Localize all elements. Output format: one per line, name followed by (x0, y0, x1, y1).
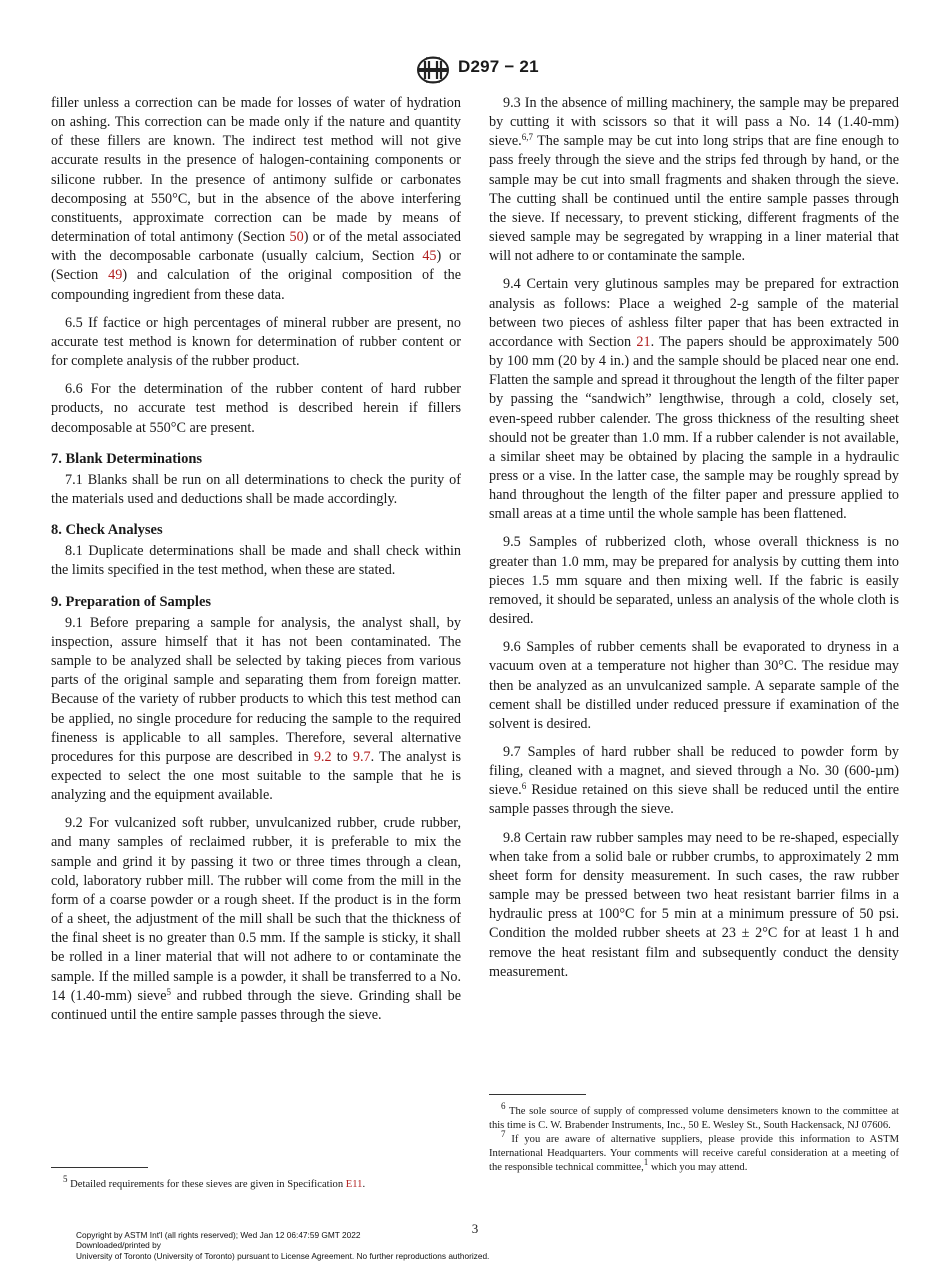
document-designation: D297 − 21 (458, 57, 539, 76)
page-header (0, 56, 950, 84)
copyright-notice (76, 1230, 489, 1261)
link-section-45[interactable]: 45 (422, 248, 437, 265)
license-line: University of Toronto (University of Toronto) pursuant to License Agreement. No further reproductions authorized. (76, 1250, 490, 1261)
copyright-line: Copyright by ASTM Int'l (all rights reserved); Wed Jan 12 06:47:59 GMT 2022 (76, 1230, 361, 1240)
link-e11[interactable]: E11 (345, 1179, 363, 1190)
paragraph-9-5: 9.5 Samples of rubberized cloth, whose overall thickness is no greater than 1.0 mm, may be prepared for analysis by cutting them into pieces 1.5 mm square and then mixing well. If the fabric is easily removed, it should be separated, unless an analysis of the whole cloth is desired. (489, 534, 899, 628)
left-column (51, 94, 461, 1025)
page-number: 3 (471, 1221, 479, 1236)
paragraph-7-1: 7.1 Blanks shall be run on all determinations to check the purity of the materials used and deductions shall be made accordingly. (51, 471, 461, 507)
link-9-2[interactable]: 9.2 (313, 748, 332, 765)
paragraph-9-2: 9.2 For vulcanized soft rubber, unvulcanized rubber, crude rubber, and many samples of reclaimed rubber, it is preferable to mix the sample and grind it by passing it two or three times through a clean, cold, laboratory rubber mill. The rubber will come from the mill in the form of a coarse powder or a rough sheet. If the product is in the form of a sheet, the adjustment of the mill shall be such that the thickness of the final sheet is no greater than 0.5 mm. If the sample is sticky, it shall be rolled in a liner material that will not adhere to or contaminate the sample. If the milled sample is a powder, it shall be transferred to a No. 14 (1.40-mm) sieve$^5$ and rubbed through the sieve. Grinding shall be continued until the entire sample passes through the sieve. (51, 815, 461, 1023)
footnote-6: $^6$ The sole source of supply of compressed volume densimeters known to the committee at this time is C. W. Brabender Instruments, Inc., 50 E. Wesley St., South Hackensack, NJ 07606. (489, 1101, 899, 1131)
paragraph-9-8: 9.8 Certain raw rubber samples may need to be re-shaped, especially when take from a solid bale or rubber crumbs, to approximately 2 mm sheet form for density measurement. In such cases, the raw rubber sample may be pressed between two heat resistant barrier films in a hydraulic press at 100°C for 5 min at a minimum pressure of 50 psi. Condition the molded rubber sheets at 23 ± 2°C for at least 1 h and remove the heat resistant film and subsequently conduct the density measurement. (489, 829, 899, 980)
footnotes-right (489, 1101, 899, 1175)
paragraph-8-1: 8.1 Duplicate determinations shall be made and shall check within the limits specified in the test method, when these are stated. (51, 543, 461, 579)
paragraph-9-6: 9.6 Samples of rubber cements shall be evaporated to dryness in a vacuum oven at a temperature not higher than 30°C. The residue may then be analyzed as an unvulcanized sample. A separate sample of the cement shall be distilled under reduced pressure if examination of the solvent is desired. (489, 639, 899, 732)
footnote-5: $^5$ Detailed requirements for these sieves are given in Specification E11. (63, 1174, 366, 1190)
right-column (489, 94, 899, 982)
download-line: Downloaded/printed by (76, 1240, 161, 1251)
footnote-ref-6[interactable]: 6 (521, 781, 527, 792)
footnote-divider-right (489, 1094, 586, 1095)
heading-check-analyses: 8. Check Analyses (51, 522, 163, 539)
link-9-7[interactable]: 9.7 (352, 748, 371, 765)
paragraph-9-3: 9.3 In the absence of milling machinery, the sample may be prepared by cutting it with scissors so that it will pass a No. 14 (1.40-mm) sieve.$^{6,7}$ The sample may be cut into long strips that are fine enough to pass freely through the sieve and the strips fed through by hand, or the sample may be cut into small fragments and shaken through the sieve. The cutting shall be continued until the entire sample passes through the sieve. If necessary, to prevent sticking, different fragments of the sieved sample may be segregated by wrapping in a liner material that will not adhere to or contaminate the sample. (489, 95, 899, 265)
link-section-49[interactable]: 49 (108, 267, 123, 284)
paragraph-6-6: 6.6 For the determination of the rubber content of hard rubber products, no accurate test method is described herein if fillers decomposable at 550°C are present. (51, 381, 461, 436)
heading-preparation-of-samples: 9. Preparation of Samples (51, 593, 212, 610)
paragraph-9-7: 9.7 Samples of hard rubber shall be reduced to powder form by filing, cleaned with a magnet, and sieved through a No. 30 (600-µm) sieve.$^6$ Residue retained on this sieve shall be reduced until the entire sample passes through the sieve. (489, 744, 899, 818)
link-section-21[interactable]: 21 (636, 333, 651, 350)
footnote-7: $^7$ If you are aware of alternative suppliers, please provide this information to ASTM International Headquarters. Your comments will receive careful consideration at a meeting of the responsible technical committee,$^1$ which you may attend. (489, 1129, 899, 1173)
astm-logo-icon (414, 56, 452, 84)
paragraph-6-4-continued: filler unless a correction can be made for losses of water of hydration on ashing. This correction can be made only if the nature and quantity of these fillers are known. The indirect test method will not give accurate results in the presence of halogen-containing components or silicone rubber. In the presence of antimony sulfide or carbonates decomposing at 550°C, but in the absence of the above interfering constituents, approximate correction can be made by means of determination of total antimony (Section 50) or of the metal associated with the decomposable carbonate (usually calcium, Section 45) or (Section 49) and calculation of the original composition of the compounding ingredient from these data. (51, 95, 462, 303)
footnote-ref-5[interactable]: 5 (166, 986, 172, 997)
paragraph-9-1: 9.1 Before preparing a sample for analysis, the analyst shall, by inspection, assure himself that it has not been contaminated. The sample to be analyzed shall be selected by taking pieces from various parts of the original sample and separating them from foreign matter. Because of the variety of rubber products to which this test method can be applied, no single procedure for reducing the sample to the required fineness is applicable to all samples. Therefore, several alternative procedures for this purpose are described in 9.2 to 9.7. The analyst is expected to select the one most suitable to the sample that he is analyzing and the equipment available. (51, 614, 461, 804)
paragraph-9-4: 9.4 Certain very glutinous samples may be prepared for extraction analysis as follows: Place a weighed 2-g sample of the material between two pieces of ashless filter paper that has been extracted in accordance with Section 21. The papers should be approximately 500 by 100 mm (20 by 4 in.) and the sample should be placed near one end. Flatten the sample and spread it throughout the length of the filter paper by passing the “sandwich” lengthwise, through a cold, closely set, even-speed rubber calender. The gross thickness of the resulting sheet should not be greater than 1.0 mm. If a rubber calender is not available, a similar sheet may be obtained by placing the sample in a hydraulic press or a vise. In the latter case, the sample may be roughly spread by hand throughout the length of the filter paper and pressure applied to small areas at a time until the whole sample has been flattened. (489, 276, 899, 523)
footnote-ref-6-7[interactable]: 6,7 (521, 132, 533, 143)
paragraph-6-5: 6.5 If factice or high percentages of mineral rubber are present, no accurate test method is known for determination of rubber content or for complete analysis of the rubber product. (51, 314, 461, 370)
heading-blank-determinations: 7. Blank Determinations (51, 450, 203, 467)
link-section-50[interactable]: 50 (289, 229, 304, 246)
footnote-divider (51, 1167, 148, 1168)
